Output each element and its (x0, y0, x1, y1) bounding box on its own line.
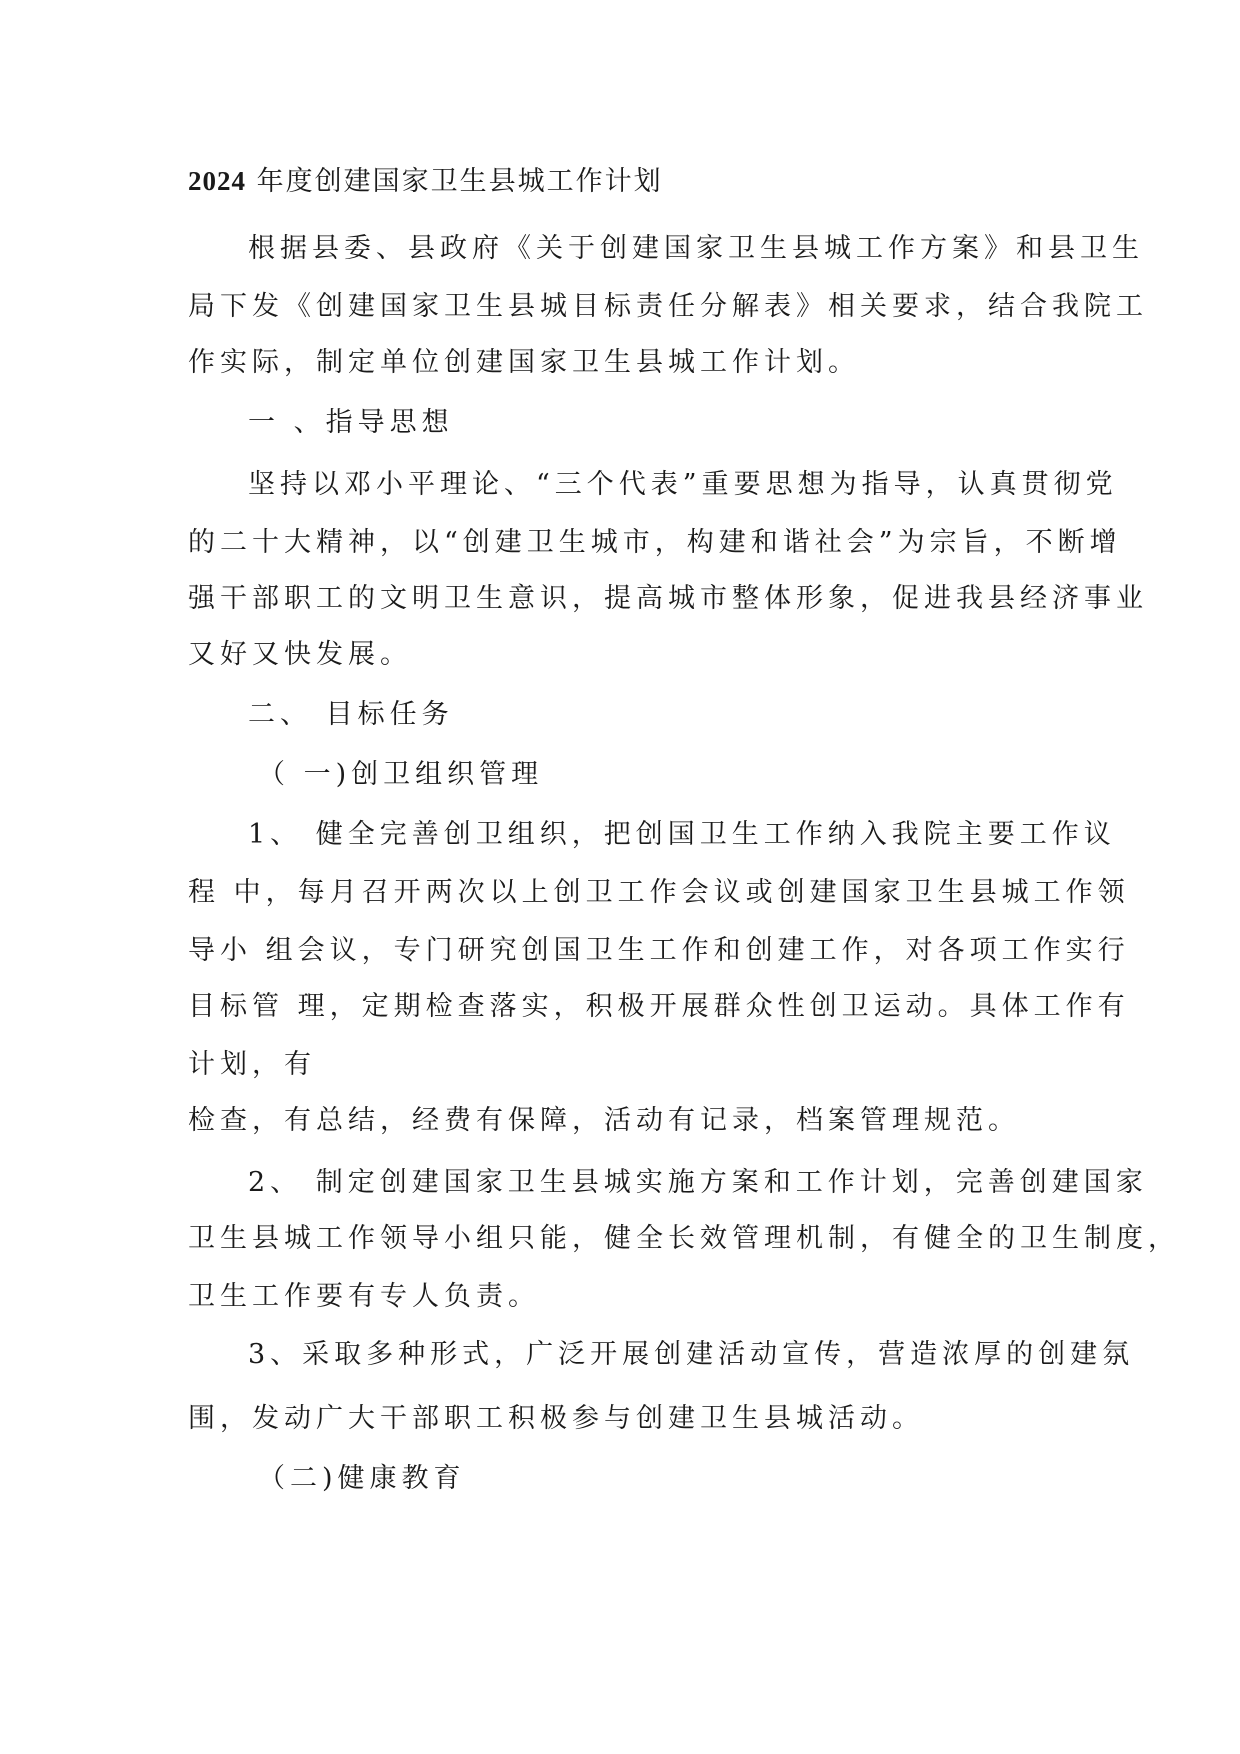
item-1-line-2: 程 中，每月召开两次以上创卫工作会议或创建国家卫生县城工作领 (188, 877, 1130, 908)
item-1-line-3: 导小 组会议，专门研究创国卫生工作和创建工作，对各项工作实行 (188, 935, 1130, 966)
section-heading-2: 二、 目标任务 (248, 699, 454, 730)
title-text: 年度创建国家卫生县城工作计划 (256, 166, 663, 197)
paragraph-intro-line-1: 根据县委、县政府《关于创建国家卫生县城工作方案》和县卫生 (248, 233, 1144, 264)
item-1-line-6: 检查，有总结，经费有保障，活动有记录，档案管理规范。 (188, 1105, 1020, 1136)
item-3-line-1: 3、采取多种形式，广泛开展创建活动宣传，营造浓厚的创建氛 (248, 1339, 1135, 1370)
item-1-line-5: 计划，有 (188, 1049, 316, 1080)
paragraph-guideline-line-2: 的二十大精神，以“创建卫生城市，构建和谐社会”为宗旨，不断增 (188, 527, 1122, 558)
item-1-line-4: 目标管 理，定期检查落实，积极开展群众性创卫运动。具体工作有 (188, 991, 1130, 1022)
section-heading-1: 一 、指导思想 (248, 407, 454, 438)
item-2-line-1: 2、 制定创建国家卫生县城实施方案和工作计划，完善创建国家 (248, 1167, 1148, 1198)
document-title (188, 164, 663, 199)
item-2-line-3: 卫生工作要有专人负责。 (188, 1281, 540, 1312)
paragraph-guideline-line-1: 坚持以邓小平理论、“三个代表”重要思想为指导，认真贯彻党 (248, 469, 1118, 500)
subsection-heading-1: （ 一)创卫组织管理 (258, 759, 544, 790)
paragraph-guideline-line-4: 又好又快发展。 (188, 639, 412, 670)
subsection-heading-2: （二)健康教育 (258, 1463, 466, 1494)
paragraph-intro-line-2: 局下发《创建国家卫生县城目标责任分解表》相关要求，结合我院工 (188, 291, 1148, 322)
item-1-line-1: 1、 健全完善创卫组织，把创国卫生工作纳入我院主要工作议 (248, 819, 1116, 850)
paragraph-guideline-line-3: 强干部职工的文明卫生意识，提高城市整体形象，促进我县经济事业 (188, 583, 1148, 614)
item-3-line-2: 围，发动广大干部职工积极参与创建卫生县城活动。 (188, 1403, 924, 1434)
title-year: 2024 (188, 166, 246, 196)
paragraph-intro-line-3: 作实际，制定单位创建国家卫生县城工作计划。 (188, 347, 860, 378)
item-2-line-2: 卫生县城工作领导小组只能，健全长效管理机制，有健全的卫生制度， (188, 1223, 1180, 1254)
